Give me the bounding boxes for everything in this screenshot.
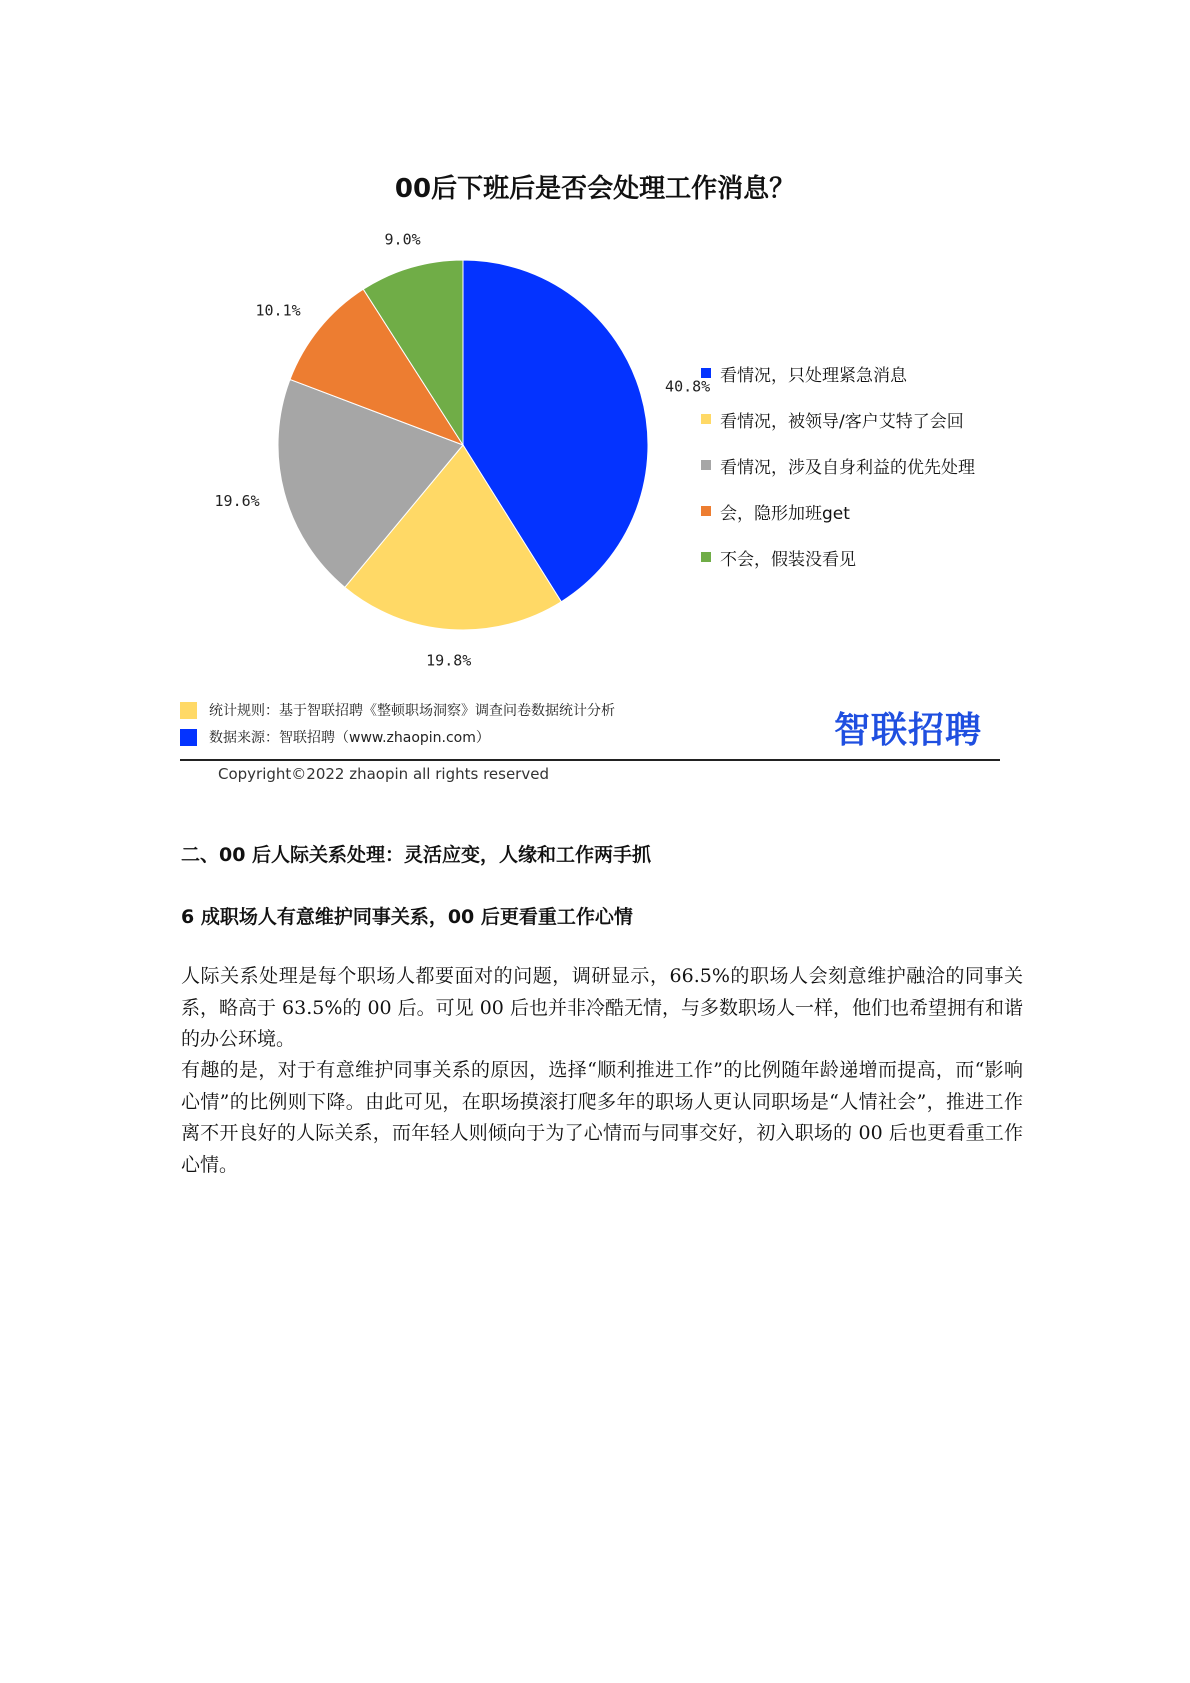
legend-swatch-icon <box>701 368 711 378</box>
footer-divider <box>180 759 1000 761</box>
footer-source-row <box>180 727 490 747</box>
legend-label: 会，隐形加班get <box>720 503 850 524</box>
legend-label: 看情况，涉及自身利益的优先处理 <box>720 457 975 478</box>
section-heading: 二、00 后人际关系处理：灵活应变，人缘和工作两手抓 <box>181 844 652 866</box>
copyright-text: Copyright©2022 zhaopin all rights reserved <box>218 765 549 783</box>
legend-item-1 <box>701 350 975 396</box>
legend-swatch-icon <box>701 460 711 470</box>
pie-data-label-2: 19.8% <box>426 651 472 670</box>
pie-chart <box>0 0 1190 700</box>
pie-data-label-5: 9.0% <box>384 230 421 249</box>
pie-data-label-3: 19.6% <box>214 491 260 510</box>
legend-item-3 <box>701 442 975 488</box>
subheading: 6 成职场人有意维护同事关系，00 后更看重工作心情 <box>181 906 633 928</box>
chart-footer <box>180 700 1000 760</box>
legend-swatch-icon <box>701 414 711 424</box>
legend-label: 不会，假装没看见 <box>720 549 856 570</box>
yellow-square-icon <box>180 702 197 719</box>
legend-item-5 <box>701 534 975 580</box>
legend-item-4 <box>701 488 975 534</box>
paragraph-2: 有趣的是，对于有意维护同事关系的原因，选择“顺利推进工作”的比例随年龄递增而提高，而“影响心情”的比例则下降。由此可见，在职场摸滚打爬多年的职场人更认同职场是“人情社会”，推进工作离不开良好的人际关系，而年轻人则倾向于为了心情而与同事交好，初入职场的 00 后也更看重工作心情。 <box>181 1059 1023 1176</box>
chart-legend <box>701 350 975 580</box>
footer-rule-text: 统计规则：基于智联招聘《整顿职场洞察》调查问卷数据统计分析 <box>209 703 615 719</box>
chart-title: 00后下班后是否会处理工作消息？ <box>394 174 796 204</box>
paragraph-1: 人际关系处理是每个职场人都要面对的问题，调研显示，66.5%的职场人会刻意维护融洽的同事关系，略高于 63.5%的 00 后。可见 00 后也并非冷酷无情，与多数职场人一样，他们也希望拥有和谐的办公环境。 <box>181 965 1023 1050</box>
blue-square-icon <box>180 729 197 746</box>
legend-item-2 <box>701 396 975 442</box>
pie-data-label-4: 10.1% <box>255 301 301 320</box>
legend-label: 看情况，被领导/客户艾特了会回 <box>720 411 964 432</box>
footer-source-text: 数据来源：智联招聘（www.zhaopin.com） <box>209 730 490 746</box>
footer-rule-row <box>180 700 615 720</box>
legend-swatch-icon <box>701 552 711 562</box>
brand-logo: 智联招聘 <box>833 710 982 751</box>
legend-label: 看情况，只处理紧急消息 <box>720 365 907 386</box>
pie-data-label-1: 40.8% <box>665 377 711 396</box>
legend-swatch-icon <box>701 506 711 516</box>
